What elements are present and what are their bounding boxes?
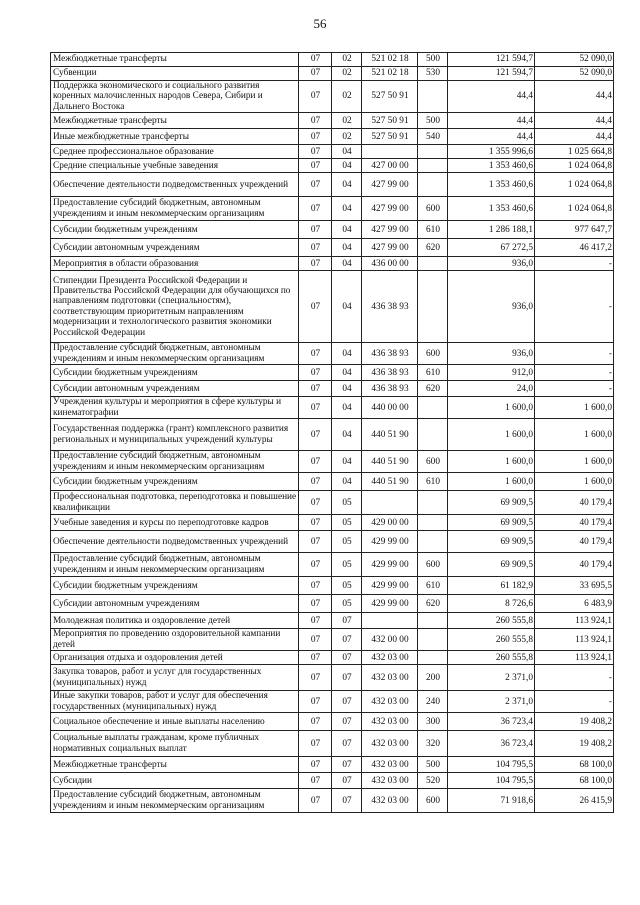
subsection-code: 07 <box>332 613 362 629</box>
item-name: Субсидии бюджетным учреждениям <box>51 577 299 595</box>
page-number: 56 <box>313 16 327 31</box>
amount-year-2: 1 600,0 <box>535 473 614 491</box>
section-code: 07 <box>299 577 332 595</box>
table-row <box>51 691 614 713</box>
section-code: 07 <box>299 159 332 173</box>
amount-year-2: 68 100,0 <box>535 757 614 773</box>
expense-type-code: 620 <box>418 595 448 613</box>
table-row <box>51 595 614 613</box>
item-name: Иные закупки товаров, работ и услуг для обеспечения государственных (муниципальных) нужд <box>51 691 299 713</box>
amount-year-1: 36 723,4 <box>448 713 535 731</box>
amount-year-1: 1 600,0 <box>448 419 535 451</box>
item-name: Молодежная политика и оздоровление детей <box>51 613 299 629</box>
amount-year-1: 1 353 460,6 <box>448 159 535 173</box>
target-article-code: 432 00 00 <box>362 629 418 651</box>
item-name: Мероприятия по проведению оздоровительной кампании детей <box>51 629 299 651</box>
expense-type-code: 610 <box>418 221 448 239</box>
amount-year-2: 6 483,9 <box>535 595 614 613</box>
amount-year-2: 44,4 <box>535 113 614 129</box>
target-article-code: 527 50 91 <box>362 113 418 129</box>
table-row <box>51 553 614 577</box>
subsection-code: 02 <box>332 53 362 67</box>
amount-year-2: 52 090,0 <box>535 53 614 67</box>
amount-year-2: 26 415,9 <box>535 789 614 813</box>
item-name: Учреждения культуры и мероприятия в сфере культуры и кинематографии <box>51 397 299 419</box>
section-code: 07 <box>299 221 332 239</box>
target-article-code: 432 03 00 <box>362 691 418 713</box>
amount-year-2: 33 695,5 <box>535 577 614 595</box>
table-row <box>51 81 614 113</box>
target-article-code: 432 03 00 <box>362 651 418 665</box>
amount-year-1: 1 353 460,6 <box>448 197 535 221</box>
subsection-code: 07 <box>332 651 362 665</box>
item-name: Среднее профессиональное образование <box>51 145 299 159</box>
section-code: 07 <box>299 343 332 365</box>
target-article-code: 521 02 18 <box>362 53 418 67</box>
subsection-code: 07 <box>332 773 362 789</box>
subsection-code: 07 <box>332 665 362 691</box>
item-name: Субсидии автономным учреждениям <box>51 595 299 613</box>
target-article-code: 432 03 00 <box>362 773 418 789</box>
target-article-code: 436 38 93 <box>362 365 418 381</box>
table-row <box>51 221 614 239</box>
item-name: Предоставление субсидий бюджетным, автономным учреждениям и иным некоммерческим организациям <box>51 789 299 813</box>
amount-year-1: 1 600,0 <box>448 397 535 419</box>
expense-type-code: 240 <box>418 691 448 713</box>
table-row <box>51 67 614 81</box>
item-name: Субвенции <box>51 67 299 81</box>
section-code: 07 <box>299 665 332 691</box>
item-name: Субсидии <box>51 773 299 789</box>
target-article-code: 527 50 91 <box>362 81 418 113</box>
target-article-code: 429 99 00 <box>362 531 418 553</box>
table-row <box>51 613 614 629</box>
amount-year-1: 121 594,7 <box>448 53 535 67</box>
item-name: Межбюджетные трансферты <box>51 113 299 129</box>
item-name: Субсидии бюджетным учреждениям <box>51 365 299 381</box>
subsection-code: 05 <box>332 491 362 515</box>
table-row <box>51 365 614 381</box>
section-code: 07 <box>299 691 332 713</box>
table-row <box>51 473 614 491</box>
section-code: 07 <box>299 713 332 731</box>
expense-type-code: 610 <box>418 473 448 491</box>
amount-year-1: 67 272,5 <box>448 239 535 257</box>
item-name: Субсидии автономным учреждениям <box>51 381 299 397</box>
expense-type-code <box>418 651 448 665</box>
subsection-code: 07 <box>332 713 362 731</box>
item-name: Субсидии бюджетным учреждениям <box>51 473 299 491</box>
subsection-code: 05 <box>332 553 362 577</box>
target-article-code: 440 00 00 <box>362 397 418 419</box>
target-article-code: 432 03 00 <box>362 665 418 691</box>
amount-year-2: 40 179,4 <box>535 553 614 577</box>
expense-type-code: 620 <box>418 239 448 257</box>
table-row <box>51 451 614 473</box>
amount-year-2: - <box>535 691 614 713</box>
section-code: 07 <box>299 773 332 789</box>
amount-year-1: 121 594,7 <box>448 67 535 81</box>
item-name: Закупка товаров, работ и услуг для государственных (муниципальных) нужд <box>51 665 299 691</box>
item-name: Субсидии автономным учреждениям <box>51 239 299 257</box>
section-code: 07 <box>299 197 332 221</box>
section-code: 07 <box>299 613 332 629</box>
subsection-code: 04 <box>332 381 362 397</box>
table-row <box>51 629 614 651</box>
target-article-code: 436 38 93 <box>362 381 418 397</box>
section-code: 07 <box>299 173 332 197</box>
item-name: Межбюджетные трансферты <box>51 757 299 773</box>
subsection-code: 02 <box>332 67 362 81</box>
amount-year-1: 936,0 <box>448 257 535 271</box>
amount-year-2: - <box>535 257 614 271</box>
table-row <box>51 381 614 397</box>
expense-type-code <box>418 491 448 515</box>
amount-year-1: 1 355 996,6 <box>448 145 535 159</box>
item-name: Средние специальные учебные заведения <box>51 159 299 173</box>
expense-type-code <box>418 81 448 113</box>
amount-year-2: 19 408,2 <box>535 713 614 731</box>
expense-type-code <box>418 159 448 173</box>
expense-type-code: 600 <box>418 553 448 577</box>
budget-table-body <box>51 53 614 813</box>
item-name: Социальные выплаты гражданам, кроме публичных нормативных социальных выплат <box>51 731 299 757</box>
amount-year-2: 19 408,2 <box>535 731 614 757</box>
table-row <box>51 159 614 173</box>
subsection-code: 04 <box>332 239 362 257</box>
amount-year-1: 44,4 <box>448 113 535 129</box>
item-name: Организация отдыха и оздоровления детей <box>51 651 299 665</box>
expense-type-code: 520 <box>418 773 448 789</box>
amount-year-1: 104 795,5 <box>448 757 535 773</box>
table-row <box>51 651 614 665</box>
expense-type-code: 610 <box>418 577 448 595</box>
expense-type-code <box>418 257 448 271</box>
target-article-code <box>362 613 418 629</box>
expense-type-code: 500 <box>418 113 448 129</box>
expense-type-code <box>418 145 448 159</box>
table-row <box>51 713 614 731</box>
section-code: 07 <box>299 491 332 515</box>
target-article-code: 436 38 93 <box>362 343 418 365</box>
item-name: Предоставление субсидий бюджетным, автономным учреждениям и иным некоммерческим организациям <box>51 343 299 365</box>
section-code: 07 <box>299 67 332 81</box>
table-row <box>51 789 614 813</box>
table-row <box>51 173 614 197</box>
subsection-code: 07 <box>332 757 362 773</box>
expense-type-code: 620 <box>418 381 448 397</box>
budget-table <box>50 52 614 813</box>
table-row <box>51 757 614 773</box>
target-article-code: 440 51 90 <box>362 419 418 451</box>
item-name: Поддержка экономического и социального развития коренных малочисленных народов Севера, Сибири и Дальнего Востока <box>51 81 299 113</box>
amount-year-2: 977 647,7 <box>535 221 614 239</box>
section-code: 07 <box>299 553 332 577</box>
amount-year-1: 1 600,0 <box>448 451 535 473</box>
target-article-code: 440 51 90 <box>362 473 418 491</box>
amount-year-1: 24,0 <box>448 381 535 397</box>
section-code: 07 <box>299 515 332 531</box>
table-row <box>51 515 614 531</box>
section-code: 07 <box>299 81 332 113</box>
amount-year-1: 912,0 <box>448 365 535 381</box>
target-article-code: 432 03 00 <box>362 731 418 757</box>
expense-type-code: 320 <box>418 731 448 757</box>
target-article-code <box>362 145 418 159</box>
amount-year-2: 68 100,0 <box>535 773 614 789</box>
subsection-code: 04 <box>332 451 362 473</box>
item-name: Обеспечение деятельности подведомственных учреждений <box>51 531 299 553</box>
amount-year-2: - <box>535 271 614 343</box>
amount-year-1: 104 795,5 <box>448 773 535 789</box>
section-code: 07 <box>299 531 332 553</box>
section-code: 07 <box>299 365 332 381</box>
amount-year-2: - <box>535 665 614 691</box>
expense-type-code: 600 <box>418 789 448 813</box>
table-row <box>51 257 614 271</box>
amount-year-1: 69 909,5 <box>448 515 535 531</box>
amount-year-1: 1 353 460,6 <box>448 173 535 197</box>
expense-type-code <box>418 271 448 343</box>
target-article-code: 427 99 00 <box>362 239 418 257</box>
amount-year-1: 2 371,0 <box>448 691 535 713</box>
subsection-code: 05 <box>332 531 362 553</box>
subsection-code: 05 <box>332 515 362 531</box>
section-code: 07 <box>299 757 332 773</box>
target-article-code: 432 03 00 <box>362 757 418 773</box>
expense-type-code <box>418 515 448 531</box>
subsection-code: 04 <box>332 197 362 221</box>
amount-year-1: 36 723,4 <box>448 731 535 757</box>
amount-year-1: 1 286 188,1 <box>448 221 535 239</box>
subsection-code: 04 <box>332 397 362 419</box>
section-code: 07 <box>299 145 332 159</box>
amount-year-2: 40 179,4 <box>535 491 614 515</box>
amount-year-1: 71 918,6 <box>448 789 535 813</box>
subsection-code: 04 <box>332 145 362 159</box>
expense-type-code: 530 <box>418 67 448 81</box>
expense-type-code <box>418 531 448 553</box>
item-name: Иные межбюджетные трансферты <box>51 129 299 145</box>
table-row <box>51 129 614 145</box>
section-code: 07 <box>299 381 332 397</box>
amount-year-2: 44,4 <box>535 81 614 113</box>
amount-year-1: 2 371,0 <box>448 665 535 691</box>
table-row <box>51 491 614 515</box>
table-row <box>51 343 614 365</box>
target-article-code: 429 99 00 <box>362 577 418 595</box>
expense-type-code: 200 <box>418 665 448 691</box>
amount-year-2: 1 025 664,8 <box>535 145 614 159</box>
table-row <box>51 665 614 691</box>
expense-type-code: 600 <box>418 197 448 221</box>
amount-year-2: 52 090,0 <box>535 67 614 81</box>
amount-year-1: 260 555,8 <box>448 629 535 651</box>
section-code: 07 <box>299 789 332 813</box>
expense-type-code <box>418 613 448 629</box>
item-name: Субсидии бюджетным учреждениям <box>51 221 299 239</box>
expense-type-code: 300 <box>418 713 448 731</box>
amount-year-2: 1 024 064,8 <box>535 173 614 197</box>
subsection-code: 04 <box>332 173 362 197</box>
target-article-code: 436 38 93 <box>362 271 418 343</box>
section-code: 07 <box>299 271 332 343</box>
target-article-code: 432 03 00 <box>362 789 418 813</box>
table-row <box>51 419 614 451</box>
section-code: 07 <box>299 53 332 67</box>
subsection-code: 04 <box>332 257 362 271</box>
subsection-code: 07 <box>332 691 362 713</box>
target-article-code <box>362 491 418 515</box>
target-article-code: 427 99 00 <box>362 221 418 239</box>
amount-year-1: 260 555,8 <box>448 613 535 629</box>
amount-year-2: 113 924,1 <box>535 629 614 651</box>
subsection-code: 02 <box>332 113 362 129</box>
target-article-code: 436 00 00 <box>362 257 418 271</box>
expense-type-code: 500 <box>418 757 448 773</box>
target-article-code: 521 02 18 <box>362 67 418 81</box>
target-article-code: 427 99 00 <box>362 173 418 197</box>
item-name: Предоставление субсидий бюджетным, автономным учреждениям и иным некоммерческим организациям <box>51 553 299 577</box>
item-name: Предоставление субсидий бюджетным, автономным учреждениям и иным некоммерческим организациям <box>51 197 299 221</box>
expense-type-code <box>418 419 448 451</box>
subsection-code: 07 <box>332 789 362 813</box>
table-row <box>51 531 614 553</box>
amount-year-2: 1 024 064,8 <box>535 197 614 221</box>
section-code: 07 <box>299 257 332 271</box>
table-row <box>51 773 614 789</box>
expense-type-code: 600 <box>418 343 448 365</box>
section-code: 07 <box>299 595 332 613</box>
subsection-code: 04 <box>332 271 362 343</box>
item-name: Обеспечение деятельности подведомственных учреждений <box>51 173 299 197</box>
amount-year-2: 1 600,0 <box>535 419 614 451</box>
expense-type-code <box>418 173 448 197</box>
amount-year-1: 936,0 <box>448 343 535 365</box>
amount-year-1: 61 182,9 <box>448 577 535 595</box>
section-code: 07 <box>299 629 332 651</box>
expense-type-code: 540 <box>418 129 448 145</box>
item-name: Социальное обеспечение и иные выплаты населению <box>51 713 299 731</box>
subsection-code: 07 <box>332 629 362 651</box>
section-code: 07 <box>299 239 332 257</box>
amount-year-2: 1 600,0 <box>535 451 614 473</box>
subsection-code: 04 <box>332 221 362 239</box>
subsection-code: 05 <box>332 595 362 613</box>
section-code: 07 <box>299 651 332 665</box>
expense-type-code: 600 <box>418 451 448 473</box>
table-row <box>51 397 614 419</box>
target-article-code: 429 99 00 <box>362 553 418 577</box>
section-code: 07 <box>299 731 332 757</box>
section-code: 07 <box>299 113 332 129</box>
item-name: Профессиональная подготовка, переподготовка и повышение квалификации <box>51 491 299 515</box>
amount-year-2: 40 179,4 <box>535 515 614 531</box>
amount-year-1: 44,4 <box>448 81 535 113</box>
subsection-code: 04 <box>332 473 362 491</box>
subsection-code: 04 <box>332 365 362 381</box>
amount-year-1: 260 555,8 <box>448 651 535 665</box>
target-article-code: 432 03 00 <box>362 713 418 731</box>
table-row <box>51 271 614 343</box>
section-code: 07 <box>299 473 332 491</box>
amount-year-2: 113 924,1 <box>535 651 614 665</box>
amount-year-1: 69 909,5 <box>448 491 535 515</box>
table-row <box>51 731 614 757</box>
item-name: Межбюджетные трансферты <box>51 53 299 67</box>
item-name: Учебные заведения и курсы по переподготовке кадров <box>51 515 299 531</box>
amount-year-1: 1 600,0 <box>448 473 535 491</box>
section-code: 07 <box>299 397 332 419</box>
item-name: Предоставление субсидий бюджетным, автономным учреждениям и иным некоммерческим организациям <box>51 451 299 473</box>
section-code: 07 <box>299 129 332 145</box>
expense-type-code <box>418 397 448 419</box>
target-article-code: 427 00 00 <box>362 159 418 173</box>
subsection-code: 05 <box>332 577 362 595</box>
amount-year-2: - <box>535 343 614 365</box>
amount-year-2: 1 024 064,8 <box>535 159 614 173</box>
amount-year-1: 936,0 <box>448 271 535 343</box>
section-code: 07 <box>299 451 332 473</box>
target-article-code: 427 99 00 <box>362 197 418 221</box>
amount-year-1: 69 909,5 <box>448 531 535 553</box>
subsection-code: 04 <box>332 419 362 451</box>
amount-year-2: 40 179,4 <box>535 531 614 553</box>
target-article-code: 527 50 91 <box>362 129 418 145</box>
target-article-code: 440 51 90 <box>362 451 418 473</box>
table-row <box>51 197 614 221</box>
target-article-code: 429 00 00 <box>362 515 418 531</box>
amount-year-2: 113 924,1 <box>535 613 614 629</box>
expense-type-code: 500 <box>418 53 448 67</box>
table-row <box>51 239 614 257</box>
amount-year-2: 1 600,0 <box>535 397 614 419</box>
amount-year-2: - <box>535 381 614 397</box>
section-code: 07 <box>299 419 332 451</box>
expense-type-code <box>418 629 448 651</box>
table-row <box>51 145 614 159</box>
amount-year-1: 44,4 <box>448 129 535 145</box>
table-row <box>51 53 614 67</box>
expense-type-code: 610 <box>418 365 448 381</box>
table-row <box>51 577 614 595</box>
amount-year-1: 8 726,6 <box>448 595 535 613</box>
subsection-code: 04 <box>332 159 362 173</box>
table-row <box>51 113 614 129</box>
amount-year-1: 69 909,5 <box>448 553 535 577</box>
amount-year-2: 44,4 <box>535 129 614 145</box>
subsection-code: 07 <box>332 731 362 757</box>
item-name: Стипендии Президента Российской Федерации и Правительства Российской Федерации для обучающихся по направлениям подготовки (специальностям), соответствующим приоритетным направлениям модернизации и технологического развития экономики Российской Федерации <box>51 271 299 343</box>
subsection-code: 04 <box>332 343 362 365</box>
target-article-code: 429 99 00 <box>362 595 418 613</box>
item-name: Государственная поддержка (грант) комплексного развития региональных и муниципальных учреждений культуры <box>51 419 299 451</box>
subsection-code: 02 <box>332 81 362 113</box>
subsection-code: 02 <box>332 129 362 145</box>
item-name: Мероприятия в области образования <box>51 257 299 271</box>
amount-year-2: 46 417,2 <box>535 239 614 257</box>
amount-year-2: - <box>535 365 614 381</box>
